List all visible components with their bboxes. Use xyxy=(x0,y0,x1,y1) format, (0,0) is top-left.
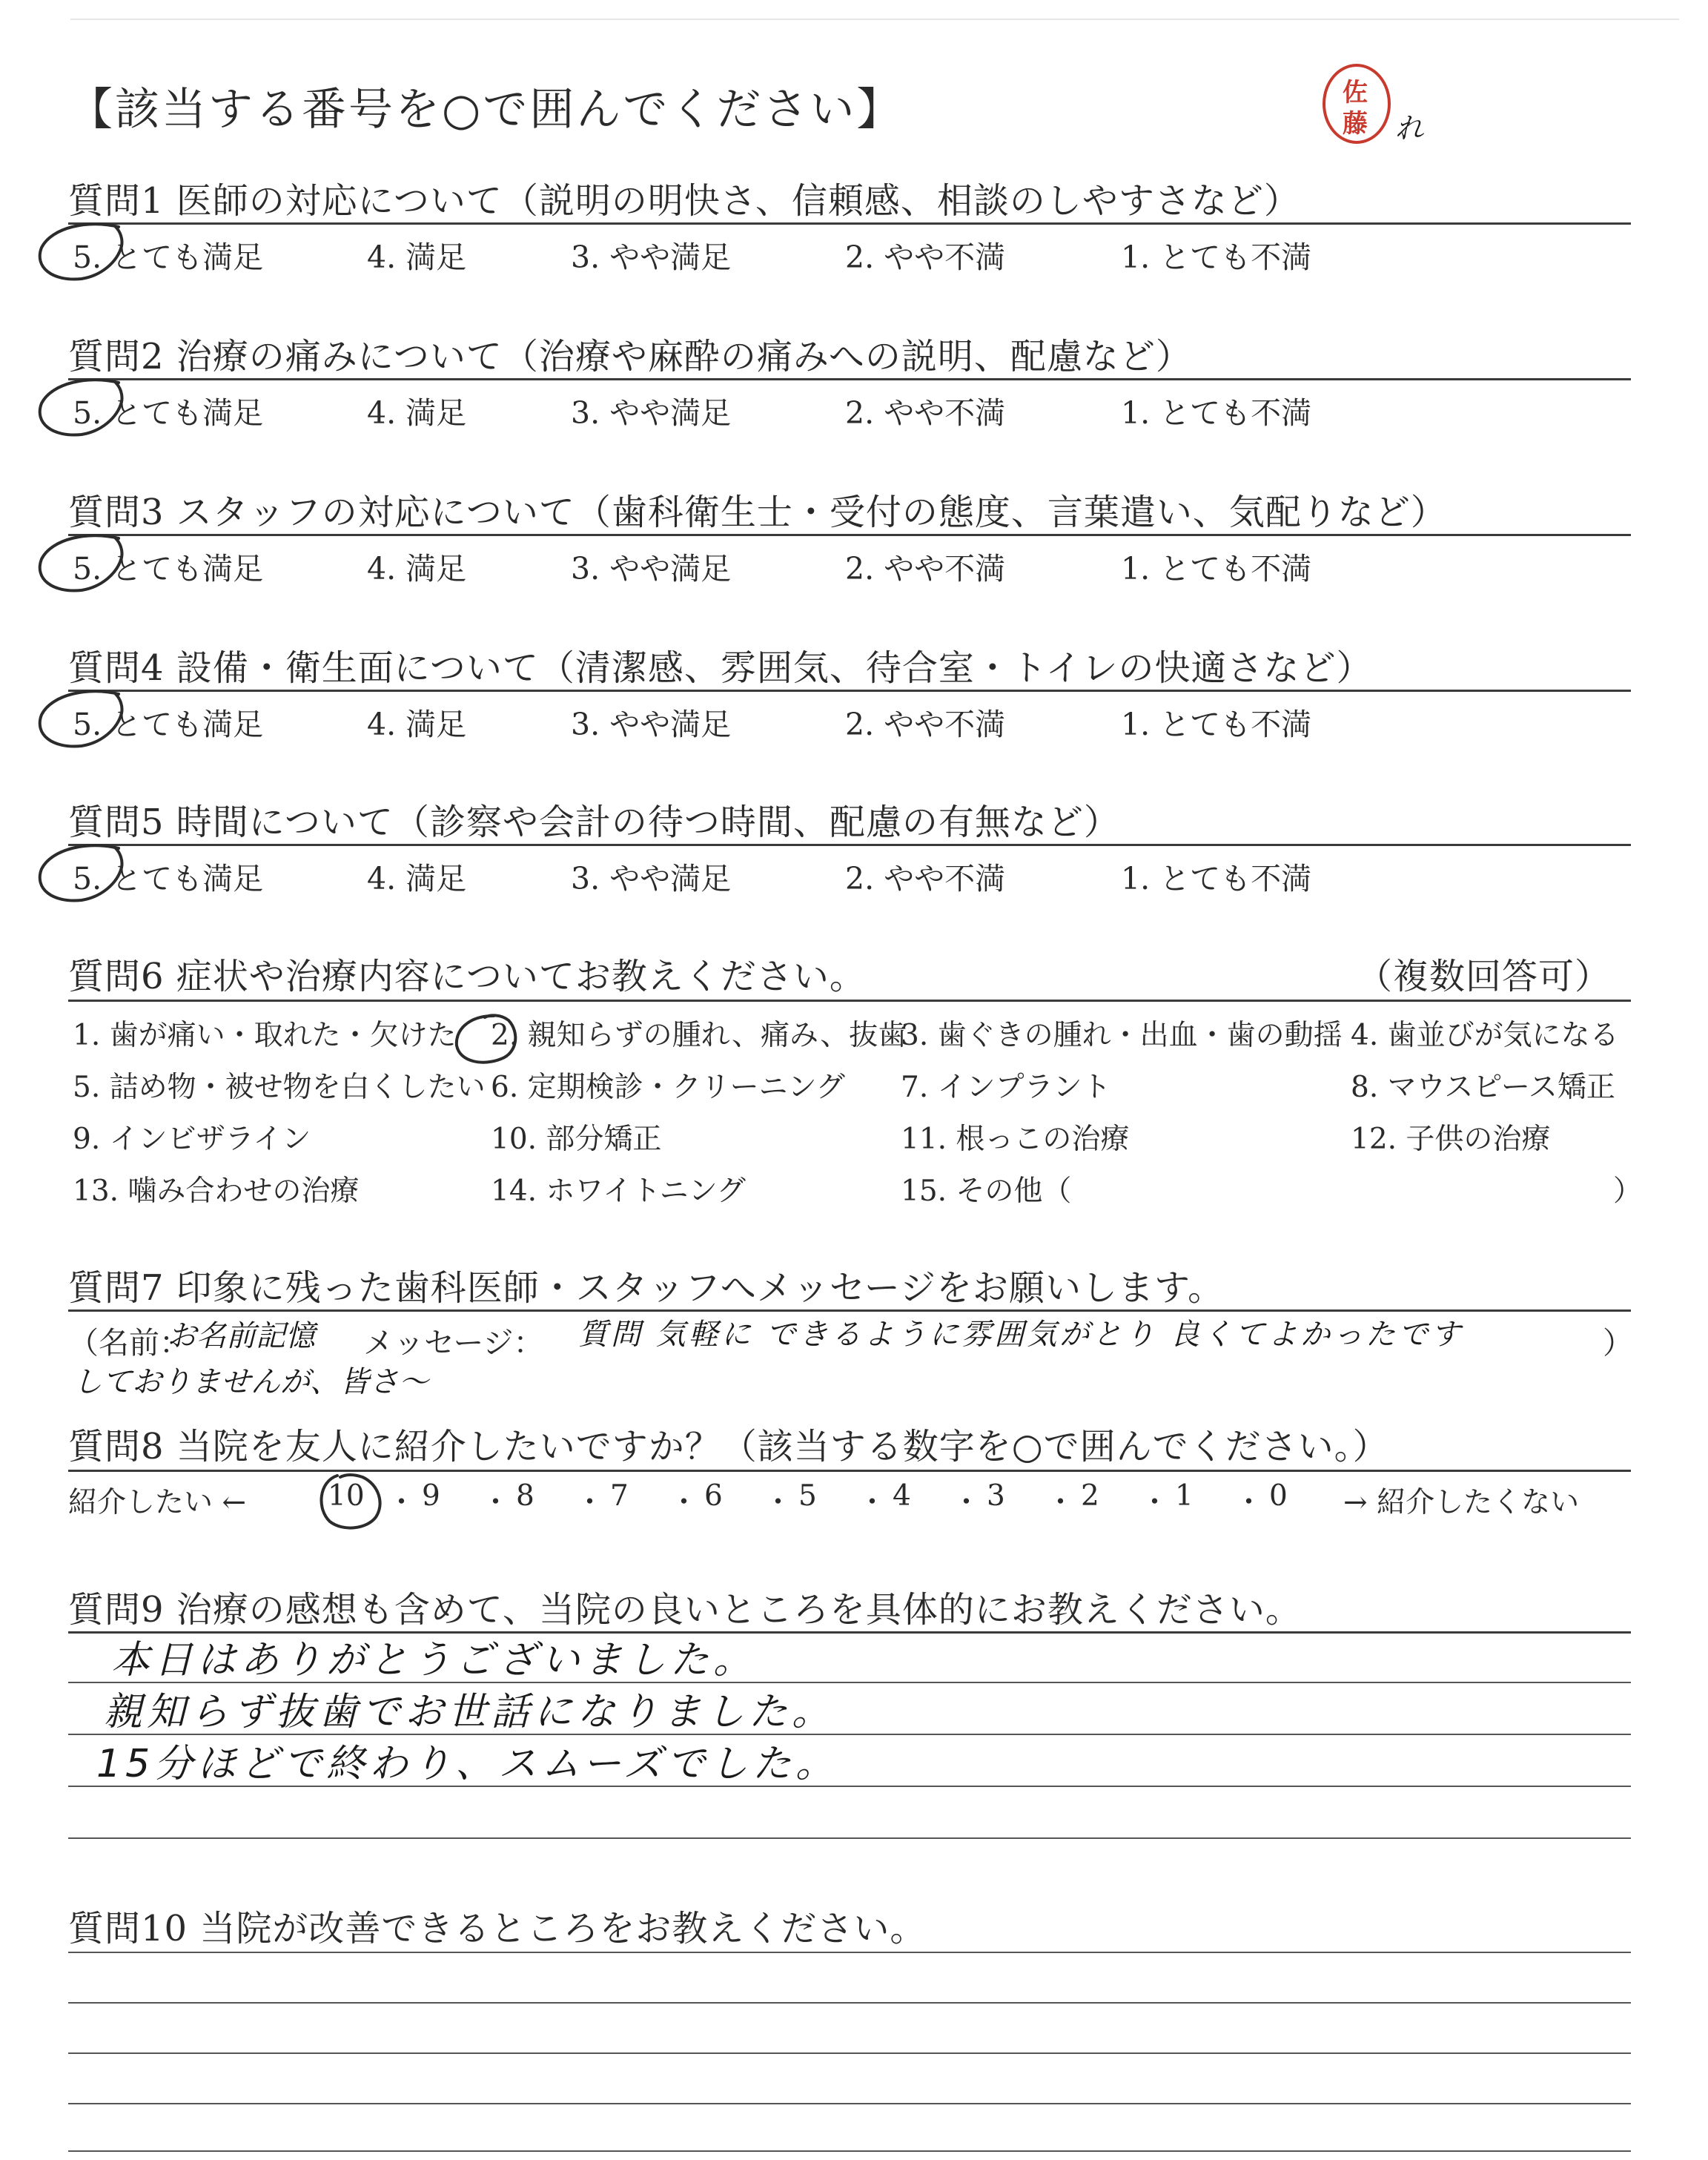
form-instruction: 【該当する番号を○で囲んでください】 xyxy=(68,84,904,136)
q5-title: 質問5 時間について（診察や会計の待つ時間、配慮の有無など） xyxy=(68,802,1120,843)
q8-value-7: 7 xyxy=(610,1479,629,1513)
q2-option-1: 1. とても不満 xyxy=(1121,395,1312,431)
q5-option-5: 5. とても満足 xyxy=(73,861,264,896)
seal-char-1: 佐 xyxy=(1343,78,1368,108)
q8-value-2: 2 xyxy=(1081,1479,1099,1513)
q3-option-1: 1. とても不満 xyxy=(1121,551,1312,587)
q8-left-label: 紹介したい ← xyxy=(68,1486,247,1519)
q8-value-5: 5 xyxy=(798,1479,817,1513)
q6-title: 質問6 症状や治療内容についてお教えください。 xyxy=(68,956,866,997)
seal-mark: れ xyxy=(1395,112,1424,145)
q3-option-5: 5. とても満足 xyxy=(73,551,264,587)
q2-selection-circle xyxy=(30,374,141,448)
q6-option-14: 14. ホワイトニング xyxy=(491,1175,746,1208)
q4-option-2: 2. やや不満 xyxy=(845,707,1006,742)
q7-handwritten-name: お名前記憶 xyxy=(167,1319,315,1353)
q2-option-5: 5. とても満足 xyxy=(73,395,264,431)
seal-stamp xyxy=(1312,58,1453,154)
q8-value-1: 1 xyxy=(1175,1479,1194,1513)
q9-handwritten-line-1: 本日はありがとうございました。 xyxy=(111,1638,757,1682)
q1-selection-circle xyxy=(30,218,141,292)
seal-char-2: 藤 xyxy=(1343,109,1368,139)
q6-option-2: 2. 親知らずの腫れ、痛み、抜歯 xyxy=(491,1019,907,1052)
q8-value-10: 10 xyxy=(328,1479,365,1513)
q6-option-6: 6. 定期検診・クリーニング xyxy=(491,1071,845,1104)
q10-title: 質問10 当院が改善できるところをお教えください。 xyxy=(68,1908,927,1949)
q6-option-9: 9. インビザライン xyxy=(73,1123,311,1156)
q10-writing-line xyxy=(68,2002,1631,2004)
q6-option-13: 13. 噛み合わせの治療 xyxy=(73,1175,360,1208)
q1-option-5: 5. とても満足 xyxy=(73,240,264,275)
q8-separator-dot: ・ xyxy=(481,1486,511,1519)
q4-option-5: 5. とても満足 xyxy=(73,707,264,742)
q8-separator-dot: ・ xyxy=(952,1486,982,1519)
q6-option-3: 3. 歯ぐきの腫れ・出血・歯の動揺 xyxy=(901,1019,1343,1052)
q1-option-4: 4. 満足 xyxy=(367,240,467,275)
q4-option-3: 3. やや満足 xyxy=(571,707,732,742)
q8-separator-dot: ・ xyxy=(764,1486,793,1519)
q5-option-3: 3. やや満足 xyxy=(571,861,732,896)
q6-option-12: 12. 子供の治療 xyxy=(1351,1123,1551,1156)
q8-value-9: 9 xyxy=(422,1479,440,1513)
q10-writing-line xyxy=(68,2103,1631,2104)
q6-note: （複数回答可） xyxy=(1357,956,1612,997)
q6-selection-circle xyxy=(449,1010,546,1069)
q6-option-1: 1. 歯が痛い・取れた・欠けた xyxy=(73,1019,457,1052)
q8-separator-dot: ・ xyxy=(1140,1486,1170,1519)
q1-option-1: 1. とても不満 xyxy=(1121,240,1312,275)
q8-value-0: 0 xyxy=(1269,1479,1288,1513)
q8-value-6: 6 xyxy=(704,1479,723,1513)
q2-option-3: 3. やや満足 xyxy=(571,395,732,431)
q5-option-2: 2. やや不満 xyxy=(845,861,1006,896)
page-top-edge xyxy=(70,19,1679,20)
q6-option-4: 4. 歯並びが気になる xyxy=(1351,1019,1619,1052)
q2-title: 質問2 治療の痛みについて（治療や麻酔の痛みへの説明、配慮など） xyxy=(68,336,1192,377)
q6-option-10: 10. 部分矯正 xyxy=(491,1123,662,1156)
q7-close-paren: ） xyxy=(1603,1325,1633,1361)
q8-value-8: 8 xyxy=(516,1479,534,1513)
q7-name-label: （名前： xyxy=(68,1325,190,1361)
q2-rule xyxy=(68,378,1631,380)
q9-title: 質問9 治療の感想も含めて、当院の良いところを具体的にお教えください。 xyxy=(68,1589,1302,1631)
q3-option-2: 2. やや不満 xyxy=(845,551,1006,587)
q2-option-4: 4. 満足 xyxy=(367,395,467,431)
q8-rule xyxy=(68,1470,1631,1472)
q8-right-label: → 紹介したくない xyxy=(1343,1486,1580,1519)
q9-handwritten-line-2: 親知らず抜歯でお世話になりました。 xyxy=(104,1690,835,1734)
q1-option-3: 3. やや満足 xyxy=(571,240,732,275)
q7-title: 質問7 印象に残った歯科医師・スタッフへメッセージをお願いします。 xyxy=(68,1267,1225,1309)
q8-separator-dot: ・ xyxy=(1234,1486,1264,1519)
q1-rule xyxy=(68,222,1631,225)
q10-writing-line xyxy=(68,2052,1631,2054)
q6-option-11: 11. 根っこの治療 xyxy=(901,1123,1130,1156)
q4-option-1: 1. とても不満 xyxy=(1121,707,1312,742)
q8-title: 質問8 当院を友人に紹介したいですか？（該当する数字を○で囲んでください。） xyxy=(68,1426,1389,1467)
q8-selection-circle xyxy=(308,1468,404,1535)
q9-handwritten-line-3: 15分ほどで終わり、スムーズでした。 xyxy=(96,1742,838,1786)
q6-option-7: 7. インプラント xyxy=(901,1071,1111,1104)
q3-option-4: 4. 満足 xyxy=(367,551,467,587)
q8-separator-dot: ・ xyxy=(575,1486,605,1519)
q5-option-4: 4. 満足 xyxy=(367,861,467,896)
q8-separator-dot: ・ xyxy=(387,1486,417,1519)
q5-rule xyxy=(68,844,1631,846)
q7-handwritten-message: 質問 気軽に できるように雰囲気がとり 良くてよかったです xyxy=(578,1318,1464,1352)
q8-separator-dot: ・ xyxy=(858,1486,887,1519)
q4-option-4: 4. 満足 xyxy=(367,707,467,742)
q4-rule xyxy=(68,690,1631,692)
q8-value-3: 3 xyxy=(987,1479,1005,1513)
q6-option-5: 5. 詰め物・被せ物を白くしたい xyxy=(73,1071,486,1104)
q8-separator-dot: ・ xyxy=(1046,1486,1076,1519)
q5-option-1: 1. とても不満 xyxy=(1121,861,1312,896)
q1-title: 質問1 医師の対応について（説明の明快さ、信頼感、相談のしやすさなど） xyxy=(68,180,1300,222)
q4-title: 質問4 設備・衛生面について（清潔感、雰囲気、待合室・トイレの快適さなど） xyxy=(68,647,1373,689)
q6-option-8: 8. マウスピース矯正 xyxy=(1351,1071,1615,1104)
q7-message-label: メッセージ： xyxy=(363,1325,544,1361)
q6-rule xyxy=(68,1000,1631,1002)
q8-value-4: 4 xyxy=(893,1479,911,1513)
q10-writing-line xyxy=(68,2150,1631,2152)
q9-writing-line xyxy=(68,1837,1631,1839)
q1-option-2: 2. やや不満 xyxy=(845,240,1006,275)
q2-option-2: 2. やや不満 xyxy=(845,395,1006,431)
q7-handwritten-name-cont: しておりませんが、皆さ〜 xyxy=(73,1365,428,1399)
q6-option-15: 15. その他（ xyxy=(901,1175,1072,1208)
q3-title: 質問3 スタッフの対応について（歯科衛生士・受付の態度、言葉遣い、気配りなど） xyxy=(68,492,1447,533)
q3-rule xyxy=(68,534,1631,536)
q8-separator-dot: ・ xyxy=(669,1486,699,1519)
q3-option-3: 3. やや満足 xyxy=(571,551,732,587)
q4-selection-circle xyxy=(30,685,141,759)
q10-writing-line xyxy=(68,1952,1631,1953)
q5-selection-circle xyxy=(30,839,141,914)
q6-option-16: ） xyxy=(1613,1175,1643,1208)
q3-selection-circle xyxy=(30,529,141,604)
